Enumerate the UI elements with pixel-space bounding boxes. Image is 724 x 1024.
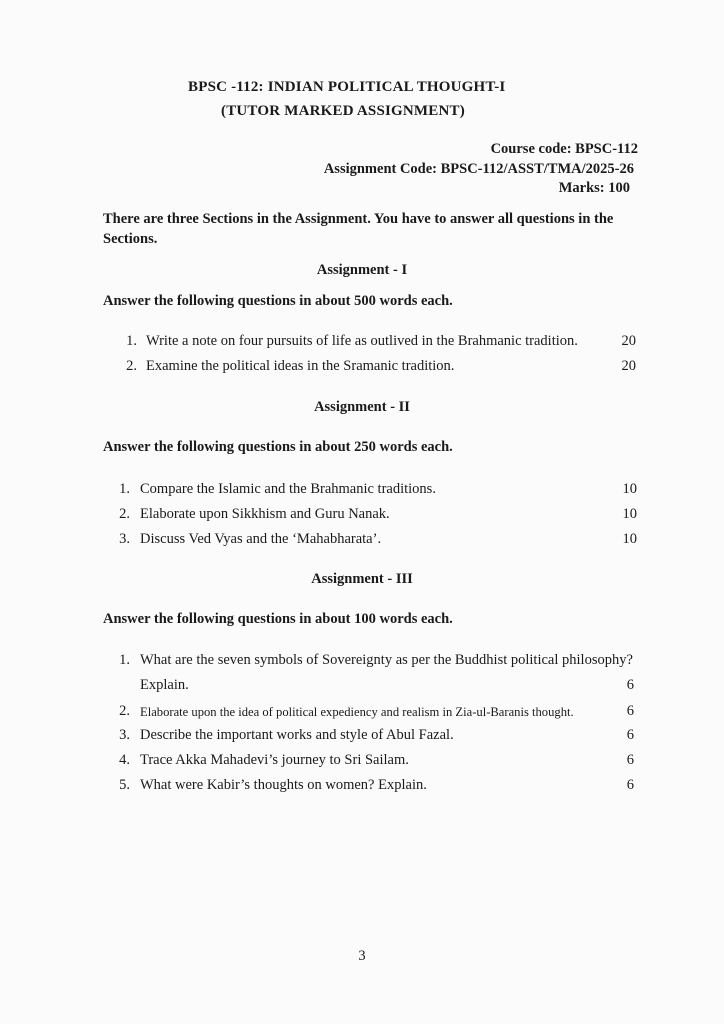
question-marks: 6	[626, 727, 634, 743]
question-text: Trace Akka Mahadevi’s journey to Sri Sailam.	[140, 752, 409, 768]
question-number: 2.	[126, 358, 137, 374]
question-text: Discuss Ved Vyas and the ‘Mahabharata’.	[140, 531, 382, 547]
question-text-continued: Explain.	[140, 677, 189, 693]
question-text: Write a note on four pursuits of life as outlived in the Brahmanic tradition.	[146, 333, 578, 349]
question-text: Examine the political ideas in the Sramanic tradition.	[146, 358, 455, 374]
question-text: Elaborate upon Sikkhism and Guru Nanak.	[140, 506, 390, 522]
question-number: 1.	[119, 652, 130, 668]
document-title: BPSC -112: INDIAN POLITICAL THOUGHT-I	[188, 79, 506, 95]
section-heading: Assignment - II	[314, 399, 410, 415]
question-number: 1.	[119, 481, 130, 497]
section-heading: Assignment - I	[316, 262, 408, 278]
section-instruction: Answer the following questions in about 250 words each.	[103, 439, 453, 455]
question-text: What are the seven symbols of Sovereignty as per the Buddhist political philosophy?	[140, 652, 633, 668]
question-marks: 10	[622, 531, 637, 547]
question-number: 2.	[119, 506, 130, 522]
instructions-line-2: Sections.	[103, 231, 158, 247]
total-marks: Marks: 100	[558, 180, 630, 196]
question-number: 3.	[119, 727, 130, 743]
question-marks: 10	[622, 506, 637, 522]
document-subtitle: (TUTOR MARKED ASSIGNMENT)	[221, 103, 465, 119]
question-text: Compare the Islamic and the Brahmanic traditions.	[140, 481, 436, 497]
question-marks: 10	[622, 481, 637, 497]
question-marks: 6	[626, 703, 634, 719]
section-instruction: Answer the following questions in about 500 words each.	[103, 293, 453, 309]
instructions-line-1: There are three Sections in the Assignment. You have to answer all questions in the	[103, 211, 614, 227]
question-number: 1.	[126, 333, 137, 349]
question-text: Elaborate upon the idea of political expediency and realism in Zia-ul-Baranis thought.	[140, 705, 574, 719]
question-number: 4.	[119, 752, 130, 768]
question-marks: 6	[626, 677, 634, 693]
section-heading: Assignment - III	[311, 571, 413, 587]
question-text: Describe the important works and style of Abul Fazal.	[140, 727, 454, 743]
question-number: 5.	[119, 777, 130, 793]
question-marks: 6	[626, 752, 634, 768]
course-code: Course code: BPSC-112	[490, 141, 638, 157]
question-marks: 20	[621, 333, 636, 349]
question-number: 2.	[119, 703, 130, 719]
section-instruction: Answer the following questions in about 100 words each.	[103, 611, 453, 627]
question-text: What were Kabir’s thoughts on women? Explain.	[140, 777, 427, 793]
question-marks: 20	[621, 358, 636, 374]
question-marks: 6	[626, 777, 634, 793]
page-number: 3	[358, 948, 366, 964]
assignment-code: Assignment Code: BPSC-112/ASST/TMA/2025-26	[323, 161, 634, 177]
question-number: 3.	[119, 531, 130, 547]
